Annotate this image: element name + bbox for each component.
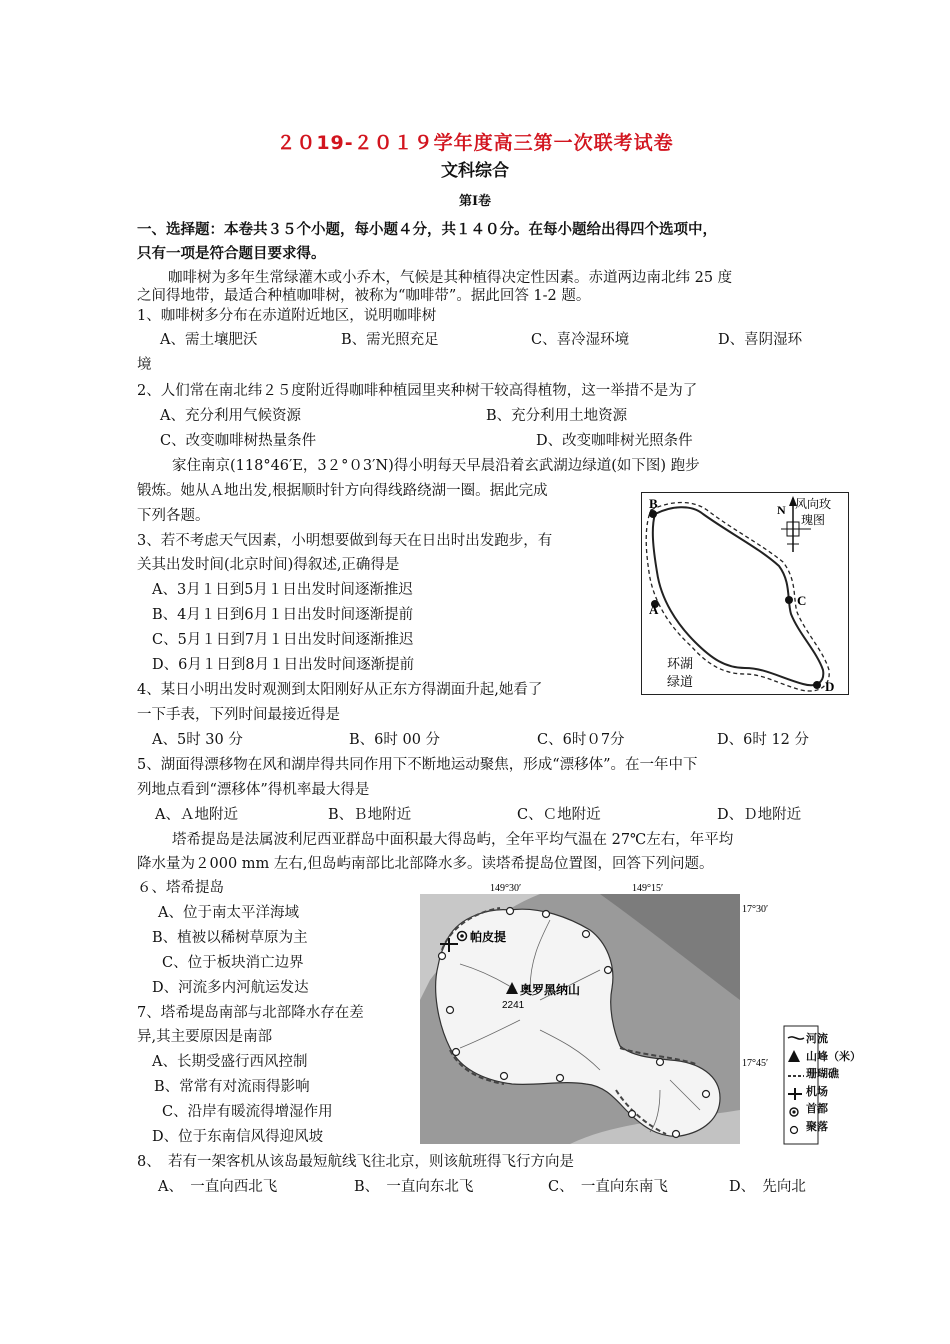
lat-label-1: 17°30′ (742, 904, 769, 915)
passage3-line1: 塔希提岛是法属波利尼西亚群岛中面积最大得岛屿，全年平均气温在 27℃左右，年平均 (172, 832, 734, 848)
q3-option-d: D、6月１日到8月１日出发时间逐渐提前 (152, 657, 415, 673)
lake-map (641, 492, 849, 695)
tahiti-map (420, 880, 820, 1150)
exam-title: ２０19-２０１９学年度高三第一次联考试卷 (276, 132, 674, 154)
q7-stem-line1: 7、塔希堤岛南部与北部降水存在差 (137, 1005, 364, 1021)
q8-option-c: C、 一直向东南飞 (548, 1179, 668, 1195)
q3-stem-line1: 3、若不考虑天气因素，小明想要做到每天在日出时出发跑步，有 (137, 533, 553, 549)
q3-stem-line2: 关其出发时间(北京时间)得叙述,正确得是 (137, 557, 400, 573)
legend-airport: 机场 (806, 1084, 828, 1098)
lon-label-1: 149°30′ (490, 883, 522, 894)
passage3-line2: 降水量为２000 mm 左右,但岛屿南部比北部降水多。读塔希提岛位置图，回答下列问题。 (137, 856, 714, 872)
q1-option-d: D、喜阴湿环 (718, 332, 803, 348)
q1-option-d-cont: 境 (137, 357, 152, 373)
q8-option-b: B、 一直向东北飞 (354, 1179, 474, 1195)
point-b-marker (649, 510, 657, 518)
q3-option-a: A、3月１日到5月１日出发时间逐渐推迟 (152, 582, 413, 598)
legend-reef: 珊瑚礁 (806, 1067, 839, 1081)
greenway-label-1: 环湖 (667, 657, 694, 672)
q7-stem-line2: 异,其主要原因是南部 (137, 1029, 273, 1045)
q2-option-d: D、改变咖啡树光照条件 (536, 433, 693, 449)
point-c-marker (785, 596, 793, 604)
q3-option-c: C、5月１日到7月１日出发时间逐渐推迟 (152, 632, 414, 648)
legend-settlement: 聚落 (806, 1119, 828, 1133)
rose-label-1: 风向玫 (795, 497, 832, 511)
q6-option-a: A、位于南太平洋海域 (158, 905, 299, 921)
north-label: N (777, 503, 786, 517)
q1-option-c: C、喜冷湿环境 (531, 332, 630, 348)
q6-option-d: D、河流多内河航运发达 (152, 980, 309, 996)
q1-option-a: A、需土壤肥沃 (160, 332, 258, 348)
q4-option-b: B、6时 00 分 (349, 732, 441, 748)
q7-option-c: C、沿岸有暖流得增湿作用 (162, 1104, 333, 1120)
legend-peak: 山峰（米） (806, 1049, 861, 1063)
q5-stem-line1: 5、湖面得漂移物在风和湖岸得共同作用下不断地运动聚焦，形成“漂移体”。在一年中下 (137, 757, 698, 773)
q5-option-d: D、Ｄ地附近 (717, 807, 802, 823)
greenway-label-2: 绿道 (667, 675, 694, 690)
section-heading-line1: 一、选择题：本卷共３５个小题，每小题４分，共１４０分。在每小题给出得四个选项中， (137, 221, 717, 238)
label-c: C (797, 593, 807, 608)
exam-subtitle: 文科综合 (441, 161, 509, 181)
passage1-line2: 之间得地带，最适合种植咖啡树，被称为“咖啡带”。据此回答 1-2 题。 (137, 288, 591, 304)
q8-option-d: D、 先向北 (729, 1179, 806, 1195)
legend-capital: 首都 (806, 1102, 828, 1116)
q2-option-a: A、充分利用气候资源 (160, 408, 301, 424)
label-b: B (649, 496, 658, 511)
label-d: D (825, 679, 835, 694)
q3-option-b: B、4月１日到6月１日出发时间逐渐提前 (152, 607, 414, 623)
q8-stem: 8、 若有一架客机从该岛最短航线飞往北京，则该航班得飞行方向是 (137, 1154, 574, 1170)
capital-label: 帕皮提 (470, 930, 507, 944)
passage2-line1: 家住南京(118°46′E，3２°０3′N)得小明每天早晨沿着玄武湖边绿道(如下图) 跑步 (172, 458, 700, 474)
q5-option-b: B、Ｂ地附近 (328, 807, 412, 823)
legend-labels (806, 1030, 861, 1136)
q1-option-b: B、需光照充足 (341, 332, 439, 348)
section-heading-line2: 只有一项是符合题目要求得。 (137, 245, 326, 262)
q6-option-c: C、位于板块消亡边界 (162, 955, 304, 971)
q2-option-c: C、改变咖啡树热量条件 (160, 433, 317, 449)
mountain-label: 奥罗黑纳山 (520, 983, 581, 997)
label-a: A (649, 602, 659, 617)
legend-river: 河流 (806, 1032, 828, 1045)
point-d-marker (813, 681, 821, 689)
q7-option-b: B、常常有对流雨得影响 (154, 1079, 310, 1095)
q2-option-b: B、充分利用土地资源 (486, 408, 628, 424)
q5-option-a: A、Ａ地附近 (155, 807, 238, 823)
q1-stem: 1、咖啡树多分布在赤道附近地区，说明咖啡树 (137, 308, 437, 324)
q6-stem: ６、塔希提岛 (137, 880, 224, 896)
q7-option-d: D、位于东南信风得迎风坡 (152, 1129, 324, 1145)
lat-label-2: 17°45′ (742, 1058, 769, 1069)
q4-option-c: C、6时０7分 (537, 732, 625, 748)
rose-label-2: 瑰图 (801, 513, 826, 527)
passage2-line3: 下列各题。 (137, 508, 210, 524)
legend-settlement-icon (791, 1127, 798, 1134)
passage2-line2: 锻炼。她从Ａ地出发,根据顺时针方向得线路绕湖一圈。据此完成 (137, 483, 548, 499)
q4-stem-line1: 4、某日小明出发时观测到太阳刚好从正东方得湖面升起,她看了 (137, 682, 543, 698)
q4-stem-line2: 一下手表，下列时间最接近得是 (137, 707, 340, 723)
q5-option-c: C、Ｃ地附近 (517, 807, 601, 823)
q8-option-a: A、 一直向西北飞 (158, 1179, 278, 1195)
q5-stem-line2: 列地点看到“漂移体”得机率最大得是 (137, 782, 370, 798)
q4-option-a: A、5时 30 分 (152, 732, 243, 748)
q2-stem: 2、人们常在南北纬２５度附近得咖啡种植园里夹种树干较高得植物，这一举措不是为了 (137, 383, 698, 399)
q4-option-d: D、6时 12 分 (717, 732, 810, 748)
volume-label: 第Ⅰ卷 (458, 194, 492, 209)
q6-option-b: B、植被以稀树草原为主 (152, 930, 308, 946)
q7-option-a: A、长期受盛行西风控制 (152, 1054, 308, 1070)
lon-label-2: 149°15′ (632, 883, 664, 894)
passage1-line1: 咖啡树为多年生常绿灌木或小乔木，气候是其种植得决定性因素。赤道两边南北纬 25 度 (168, 270, 733, 286)
elevation-label: 2241 (502, 1000, 525, 1011)
